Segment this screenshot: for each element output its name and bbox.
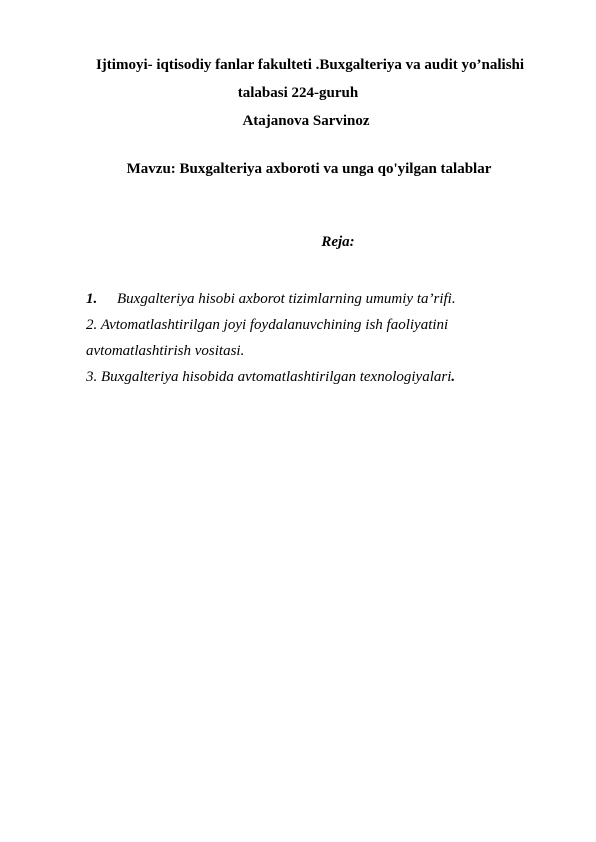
plan-item-3 xyxy=(86,370,455,385)
plan-title: Reja: xyxy=(321,234,355,250)
plan-item-1-number: 1. xyxy=(86,291,98,307)
faculty-line: Ijtimoyi- iqtisodiy fanlar fakulteti .Buxgalteriya va audit yo’nalishi xyxy=(95,57,525,73)
student-name: Atajanova Sarvinoz xyxy=(242,113,370,129)
plan-item-2-line-1: 2. Avtomatlashtirilgan joyi foydalanuvchining ish faoliyatini xyxy=(86,317,449,333)
plan-item-3-period: . xyxy=(451,369,456,385)
plan-item-3-text: 3. Buxgalteriya hisobida avtomatlashtirilgan texnologiyalari xyxy=(86,369,452,385)
plan-item-2-line-2: avtomatlashtirish vositasi. xyxy=(86,343,245,359)
student-group-line: talabasi 224-guruh xyxy=(237,85,359,101)
plan-item-1-text: Buxgalteriya hisobi axborot tizimlarning umumiy ta’rifi. xyxy=(117,291,456,307)
topic-title: Mavzu: Buxgalteriya axboroti va unga qo'yilgan talablar xyxy=(126,161,492,177)
plan-item-1 xyxy=(86,291,456,307)
